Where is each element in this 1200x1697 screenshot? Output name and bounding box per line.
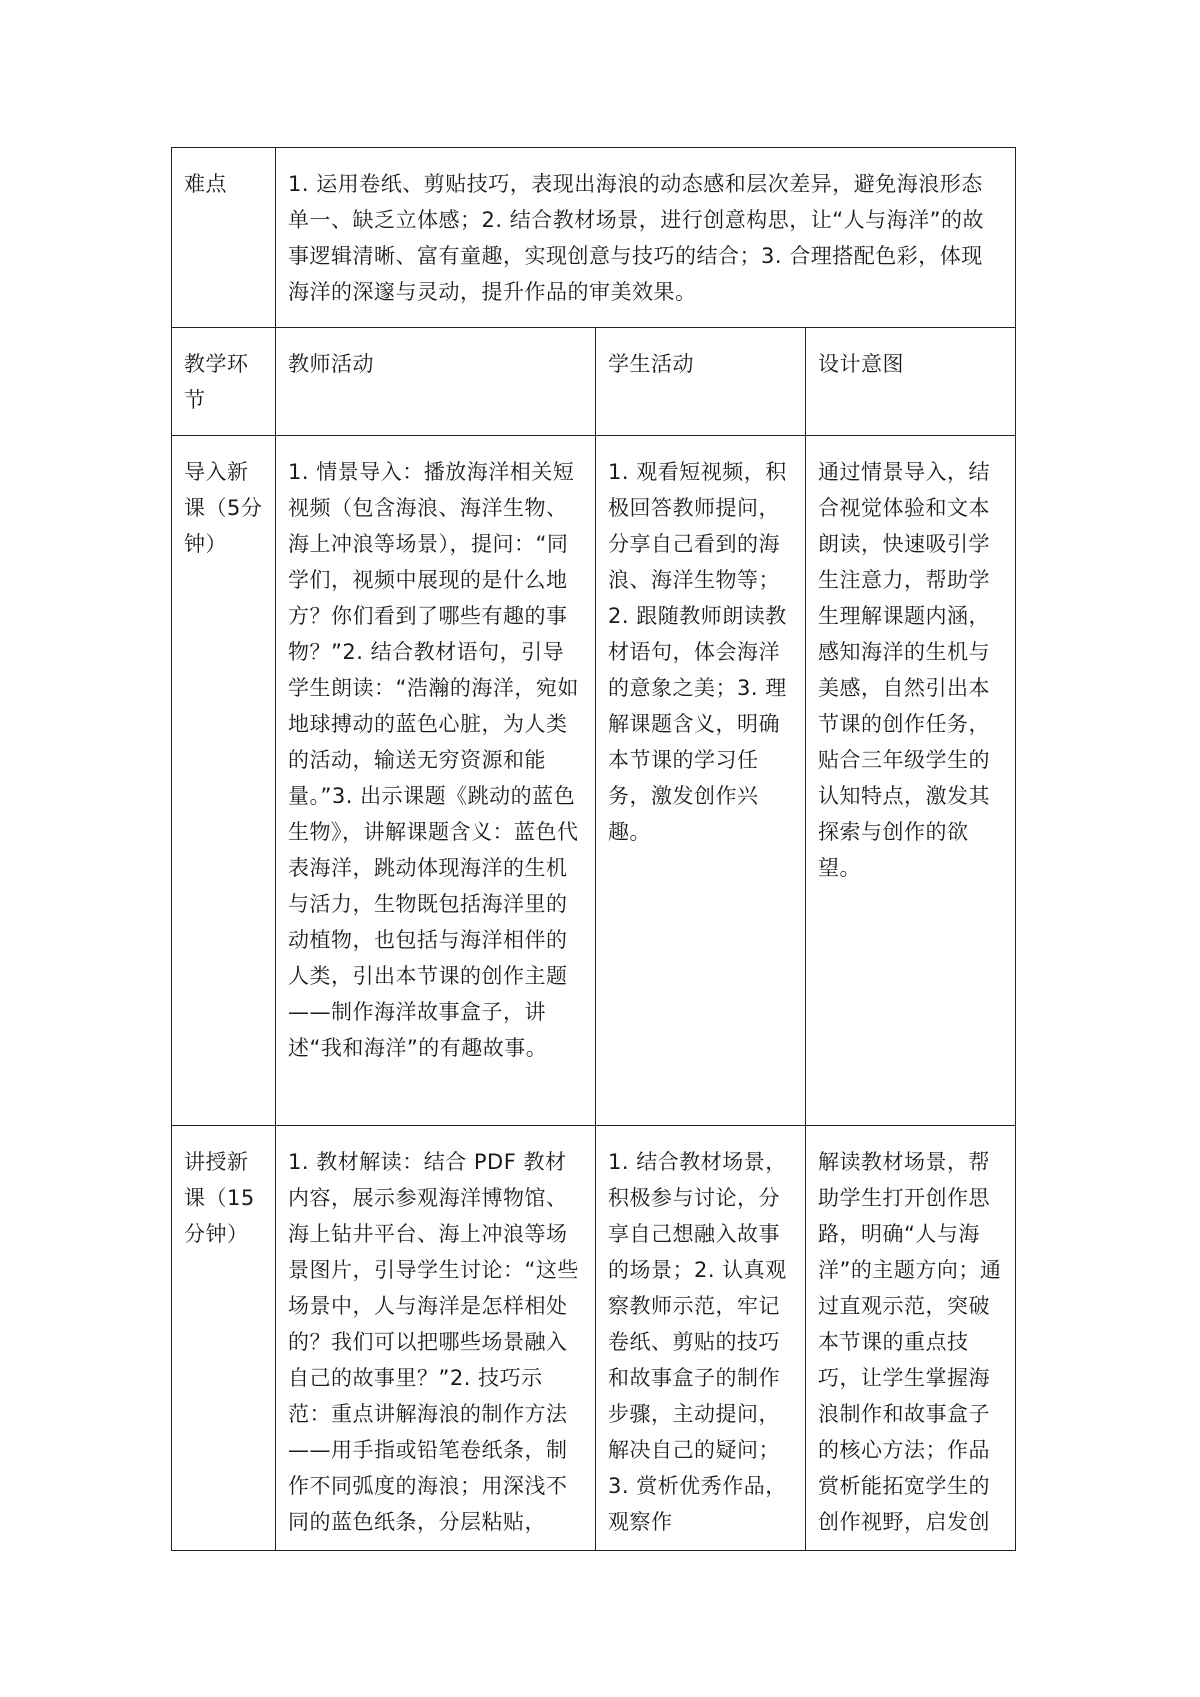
difficulty-label: 难点	[184, 172, 227, 196]
header-teacher-text: 教师活动	[288, 352, 374, 376]
table-row	[172, 436, 1016, 1126]
header-phase-text: 教学环节	[184, 352, 249, 412]
phase-cell	[172, 436, 276, 1126]
header-student	[596, 328, 806, 436]
phase-cell	[172, 1126, 276, 1551]
difficulty-label-cell	[172, 148, 276, 328]
design-intent-cell	[806, 436, 1016, 1126]
design-intent-text: 解读教材场景，帮助学生打开创作思路，明确“人与海洋”的主题方向；通过直观示范，突破本节课的重点技巧，让学生掌握海浪制作和故事盒子的核心方法；作品赏析能拓宽学生的创作视野，启发创	[818, 1150, 1002, 1534]
table-header-row	[172, 328, 1016, 436]
difficulty-row	[172, 148, 1016, 328]
phase-text: 导入新课（5分钟）	[184, 460, 263, 556]
student-activity-cell	[596, 436, 806, 1126]
design-intent-text: 通过情景导入，结合视觉体验和文本朗读，快速吸引学生注意力，帮助学生理解课题内涵，感知海洋的生机与美感，自然引出本节课的创作任务，贴合三年级学生的认知特点，激发其探索与创作的欲望。	[818, 460, 990, 880]
header-phase	[172, 328, 276, 436]
lesson-plan-table	[171, 147, 1016, 1551]
phase-text: 讲授新课（15分钟）	[184, 1150, 255, 1246]
teacher-activity-text: 1. 教材解读：结合 PDF 教材内容，展示参观海洋博物馆、海上钻井平台、海上冲浪等场景图片，引导学生讨论：“这些场景中，人与海洋是怎样相处的？我们可以把哪些场景融入自己的故事里？”2. 技巧示范：重点讲解海浪的制作方法——用手指或铅笔卷纸条，制作不同弧度的海浪；用深浅不同的蓝色纸条，分层粘贴，	[288, 1150, 579, 1534]
header-intent-text: 设计意图	[818, 352, 904, 376]
difficulty-text-cell	[276, 148, 1016, 328]
header-student-text: 学生活动	[608, 352, 694, 376]
design-intent-cell	[806, 1126, 1016, 1551]
student-activity-cell	[596, 1126, 806, 1551]
teacher-activity-cell	[276, 436, 596, 1126]
header-teacher	[276, 328, 596, 436]
header-intent	[806, 328, 1016, 436]
student-activity-text: 1. 观看短视频，积极回答教师提问，分享自己看到的海浪、海洋生物等；2. 跟随教师朗读教材语句，体会海洋的意象之美；3. 理解课题含义，明确本节课的学习任务，激发创作兴趣。	[608, 460, 787, 844]
teacher-activity-text: 1. 情景导入：播放海洋相关短视频（包含海浪、海洋生物、海上冲浪等场景），提问：“同学们，视频中展现的是什么地方？你们看到了哪些有趣的事物？”2. 结合教材语句，引导学生朗读：“浩瀚的海洋，宛如地球搏动的蓝色心脏，为人类的活动，输送无穷资源和能量。”3. 出示课题《跳动的蓝色生物》，讲解课题含义：蓝色代表海洋，跳动体现海洋的生机与活力，生物既包括海洋里的动植物，也包括与海洋相伴的人类，引出本节课的创作主题——制作海洋故事盒子，讲述“我和海洋”的有趣故事。	[288, 460, 579, 1060]
teacher-activity-cell	[276, 1126, 596, 1551]
student-activity-text: 1. 结合教材场景，积极参与讨论，分享自己想融入故事的场景；2. 认真观察教师示范，牢记卷纸、剪贴的技巧和故事盒子的制作步骤，主动提问，解决自己的疑问；3. 赏析优秀作品，观察作	[608, 1150, 787, 1534]
difficulty-text: 1. 运用卷纸、剪贴技巧，表现出海浪的动态感和层次差异，避免海浪形态单一、缺乏立体感；2. 结合教材场景，进行创意构思，让“人与海洋”的故事逻辑清晰、富有童趣，实现创意与技巧的结合；3. 合理搭配色彩，体现海洋的深邃与灵动，提升作品的审美效果。	[288, 172, 984, 304]
table-row	[172, 1126, 1016, 1551]
